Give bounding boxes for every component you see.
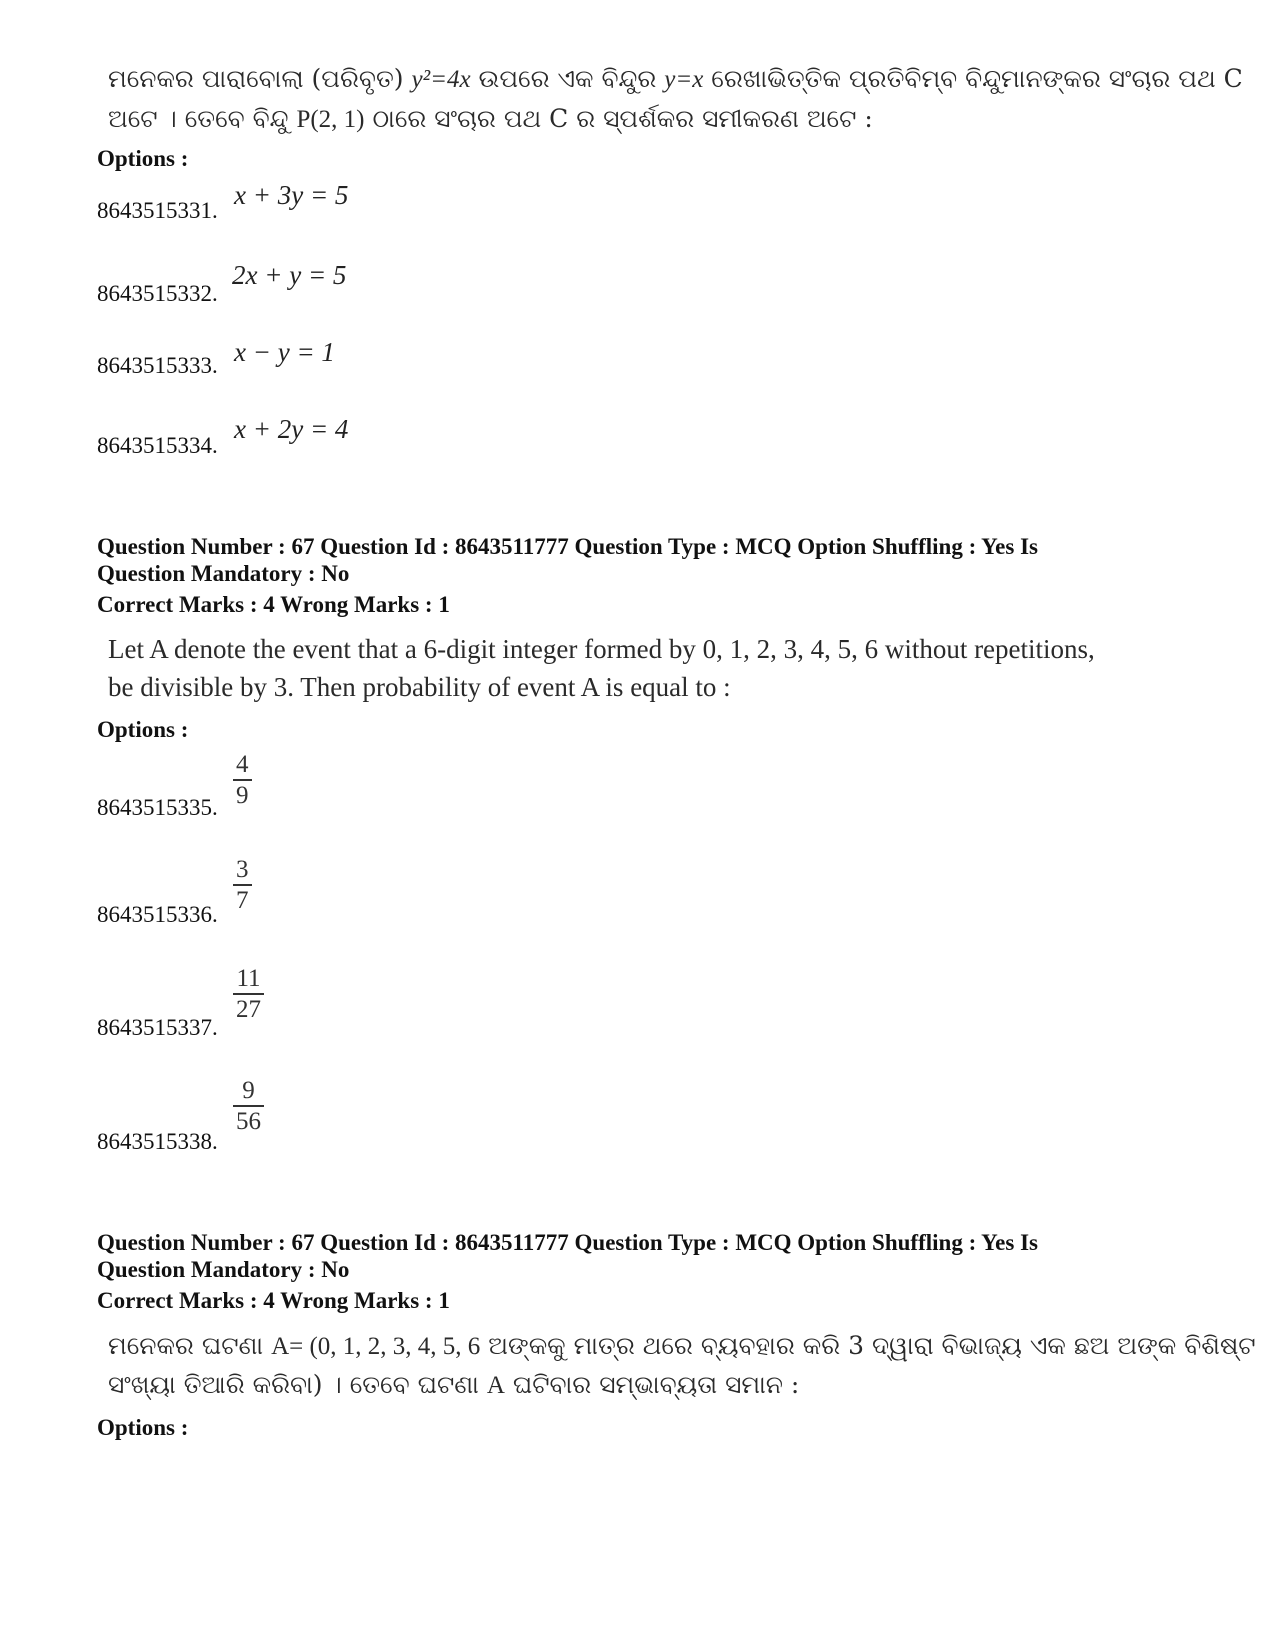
option-id: 8643515338. — [97, 1129, 218, 1154]
option-id: 8643515334. — [97, 433, 218, 458]
fraction-numerator: 3 — [236, 856, 249, 883]
option-fraction[interactable] — [233, 1077, 264, 1137]
question-text: ମନେକର ପାରାବୋଲା (ପରିବୃତ) — [108, 64, 404, 93]
option-id: 8643515333. — [97, 353, 218, 378]
question-text: ମନେକର ଘଟଣା — [108, 1331, 264, 1360]
question-3-line-2 — [108, 1366, 799, 1405]
fraction-numerator: 4 — [236, 751, 249, 778]
question-meta-line-1: Question Number : 67 Question Id : 8643511777 Question Type : MCQ Option Shuffling : Yes Is — [97, 534, 1038, 559]
equation: A — [486, 1372, 505, 1399]
question-text: ରେଖାଭିତ୍ତିକ ପ୍ରତିବିମ୍ବ ବିନ୍ଦୁମାନଙ୍କର ସଂଚାର ପଥ C — [711, 64, 1243, 93]
option-id: 8643515332. — [97, 281, 218, 306]
fraction-denominator: 27 — [236, 996, 261, 1023]
option-id: 8643515335. — [97, 795, 218, 820]
question-meta-line-2: Question Mandatory : No — [97, 1257, 350, 1282]
option-fraction[interactable] — [233, 751, 252, 811]
fraction-numerator: 11 — [236, 965, 261, 992]
question-text: ଘଟିବାର ସମ୍ଭାବ୍ୟତା ସମାନ : — [512, 1370, 800, 1399]
option-fraction[interactable] — [233, 856, 252, 916]
option-text[interactable]: 2x + y = 5 — [232, 260, 347, 290]
option-text[interactable]: x + 3y = 5 — [234, 180, 349, 210]
question-meta-line-2: Question Mandatory : No — [97, 561, 350, 586]
question-1-line-2 — [108, 100, 873, 139]
options-label: Options : — [97, 146, 189, 171]
question-text: ଅଙ୍କକୁ ମାତ୍ର ଥରେ ବ୍ୟବହାର କରି 3 ଦ୍ୱାରା ବିଭାଜ୍ୟ ଏକ ଛଅ ଅଙ୍କ ବିଶିଷ୍ଟ — [488, 1331, 1256, 1360]
option-text[interactable]: x + 2y = 4 — [234, 414, 349, 444]
question-2-line-2: be divisible by 3. Then probability of event A is equal to : — [108, 672, 731, 702]
fraction-denominator: 9 — [236, 782, 249, 809]
fraction-denominator: 7 — [236, 887, 249, 914]
question-1-line-1 — [108, 60, 1243, 99]
options-label: Options : — [97, 717, 189, 742]
question-3-line-1 — [108, 1327, 1256, 1366]
question-text: ଅଟେ । ତେବେ ବିନ୍ଦୁ — [108, 104, 289, 133]
marks-line: Correct Marks : 4 Wrong Marks : 1 — [97, 1288, 450, 1313]
fraction-denominator: 56 — [236, 1108, 261, 1135]
equation: y=x — [664, 66, 704, 93]
equation: y²=4x — [411, 66, 471, 93]
question-meta-line-1: Question Number : 67 Question Id : 8643511777 Question Type : MCQ Option Shuffling : Yes Is — [97, 1230, 1038, 1255]
question-text: ସଂଖ୍ୟା ତିଆରି କରିବା) । ତେବେ ଘଟଣା — [108, 1370, 479, 1399]
options-label: Options : — [97, 1415, 189, 1440]
question-text: ଉପରେ ଏକ ବିନ୍ଦୁର — [478, 64, 657, 93]
option-fraction[interactable] — [233, 965, 264, 1025]
fraction-numerator: 9 — [242, 1077, 255, 1104]
question-2-line-1: Let A denote the event that a 6-digit integer formed by 0, 1, 2, 3, 4, 5, 6 without repetitions, — [108, 634, 1095, 664]
option-id: 8643515331. — [97, 198, 218, 223]
option-id: 8643515337. — [97, 1015, 218, 1040]
option-id: 8643515336. — [97, 902, 218, 927]
equation: P(2, 1) — [296, 106, 365, 133]
question-text: ଠାରେ ସଂଚାର ପଥ C ର ସ୍ପର୍ଶକର ସମୀକରଣ ଅଟେ : — [372, 104, 873, 133]
option-text[interactable]: x − y = 1 — [234, 337, 335, 367]
marks-line: Correct Marks : 4 Wrong Marks : 1 — [97, 592, 450, 617]
equation: A= (0, 1, 2, 3, 4, 5, 6 — [271, 1333, 481, 1360]
